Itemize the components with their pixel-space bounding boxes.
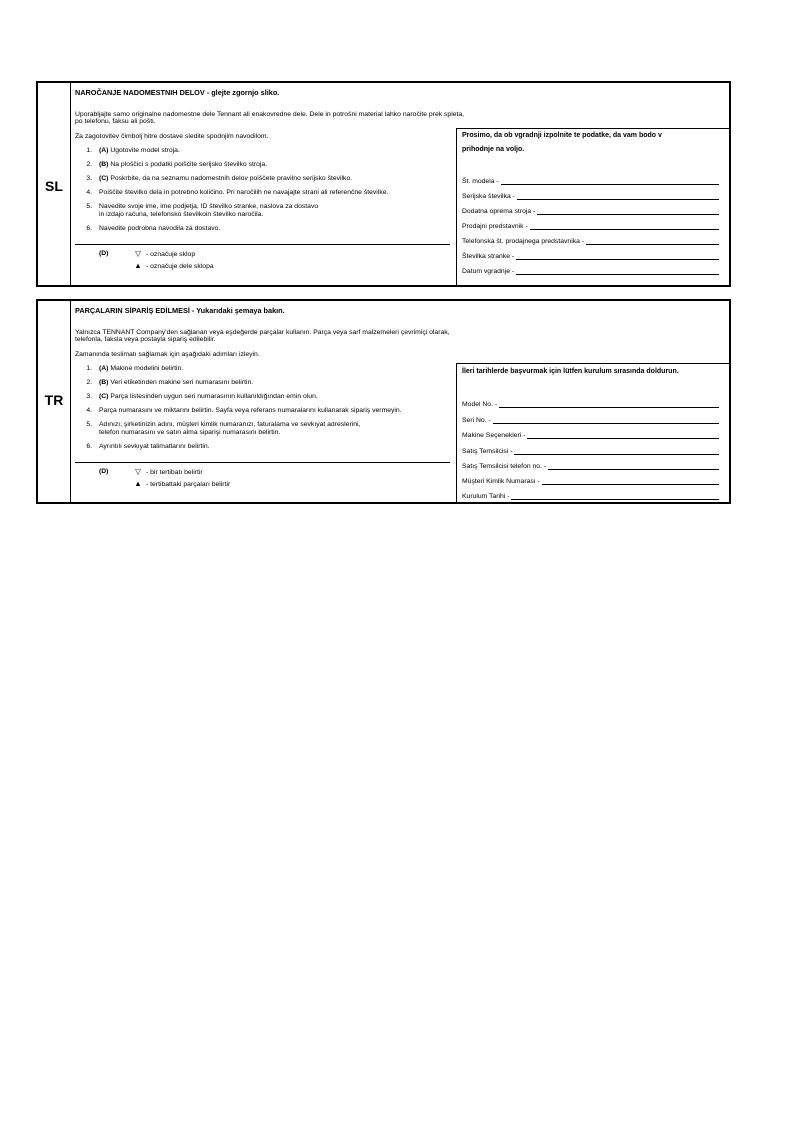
step-code: (A) <box>99 147 109 154</box>
section-title: NAROČANJE NADOMESTNIH DELOV - glejte zgornjo sliko. <box>75 88 280 97</box>
step-text: Poiščite številko dela in potrebno količino. Pri naročilih ne navajajte strani ali referenčne številke. <box>99 189 389 196</box>
step-2 <box>99 379 253 387</box>
step-6 <box>99 225 220 233</box>
form-title-2: prihodnje na voljo. <box>462 146 525 153</box>
divider <box>75 244 450 245</box>
installation-date-field[interactable] <box>462 492 719 501</box>
step-number: 5. <box>86 421 92 428</box>
step-code: (B) <box>99 379 109 386</box>
field-label: Serijska številka - <box>462 193 515 200</box>
form-title-1: İleri tarihlerde başvurmak için lütfen kurulum sırasında doldurun. <box>462 368 679 375</box>
step-text: Poskrbite, da na seznamu nadomestnih delov poiščete pravilno serijsko številko. <box>108 175 353 182</box>
sales-rep-phone-field[interactable] <box>462 237 719 246</box>
installation-form <box>456 363 729 502</box>
instructions: Zamanında teslimatı sağlamak için aşağıdaki adımları izleyin. <box>75 351 260 358</box>
step-text: Ugotovite model stroja. <box>108 147 180 154</box>
part-triangle-icon: ▲ <box>134 261 142 270</box>
section-title: PARÇALARIN SİPARİŞ EDİLMESİ - Yukarıdaki şemaya bakın. <box>75 306 285 315</box>
assembly-triangle-icon: ▽ <box>135 249 141 258</box>
legend-code: (D) <box>99 468 109 475</box>
part-triangle-icon: ▲ <box>134 479 142 488</box>
step-4 <box>99 189 388 197</box>
lang-code: TR <box>44 392 64 408</box>
step-number: 3. <box>86 393 92 400</box>
step-code: (C) <box>99 175 109 182</box>
step-code: (C) <box>99 393 109 400</box>
step-number: 5. <box>86 203 92 210</box>
sales-rep-field[interactable] <box>462 222 719 231</box>
step-text: Veri etiketinden makine seri numarasını belirtin. <box>108 379 254 386</box>
step-code: (B) <box>99 161 109 168</box>
field-label: Datum vgradnje - <box>462 268 515 275</box>
step-number: 1. <box>86 365 92 372</box>
intro-line-2: telefonla, faksla veya postayla sipariş edilebilir. <box>75 336 216 343</box>
model-number-field[interactable] <box>462 400 719 409</box>
field-line[interactable] <box>516 267 719 275</box>
step-code: (A) <box>99 365 109 372</box>
step-text: Navedite svoje ime, ime podjetja, ID številko stranke, naslova za dostavo <box>99 203 319 210</box>
step-text: Na ploščici s podatki poiščite serijsko številko stroja. <box>108 161 268 168</box>
serial-number-field[interactable] <box>462 416 719 425</box>
sales-rep-field[interactable] <box>462 447 719 456</box>
machine-options-field[interactable] <box>462 431 719 440</box>
field-line[interactable] <box>548 462 719 470</box>
step-text: Makine modelini belirtin. <box>108 365 184 372</box>
step-number: 4. <box>86 189 92 196</box>
step-text: Navedite podrobna navodila za dostavo. <box>99 225 221 232</box>
form-title-1: Prosimo, da ob vgradnji izpolnite te podatke, da vam bodo v <box>462 132 662 139</box>
step-4 <box>99 407 402 415</box>
step-5-cont: in izdajo računa, telefonsko številkoin številko naročila. <box>99 211 264 218</box>
lang-column <box>38 83 71 285</box>
field-line[interactable] <box>499 400 719 408</box>
field-line[interactable] <box>493 416 719 424</box>
step-number: 4. <box>86 407 92 414</box>
legend-text-1: - bir tertibatı belirtir <box>146 469 203 476</box>
field-label: Številka stranke - <box>462 253 515 260</box>
field-label: Kurulum Tarihi - <box>462 493 510 500</box>
field-line[interactable] <box>527 431 719 439</box>
step-3 <box>99 393 318 401</box>
instructions: Za zagotovitev čimbolj hitre dostave sledite spodnjim navodilom. <box>75 133 269 140</box>
section-tr <box>36 299 731 504</box>
legend-text-1: - označuje sklop <box>146 251 196 258</box>
customer-number-field[interactable] <box>462 252 719 261</box>
field-line[interactable] <box>501 177 719 185</box>
step-number: 2. <box>86 161 92 168</box>
machine-options-field[interactable] <box>462 207 719 216</box>
model-number-field[interactable] <box>462 177 719 186</box>
intro-line-2: po telefonu, faksu ali pošti. <box>75 118 156 125</box>
step-1 <box>99 147 180 155</box>
installation-date-field[interactable] <box>462 267 719 276</box>
intro-line-1: Uporabljajte samo originalne nadomestne dele Tennant ali enakovredne dele. Dele in potrošni material lahko naročite prek spleta, <box>75 111 465 118</box>
intro-line-1: Yalnızca TENNANT Company'den sağlanan veya eşdeğerde parçalar kullanın. Parça veya sarf malzemeleri çevrimiçi olarak, <box>75 329 450 336</box>
field-label: Prodajni predstavnik - <box>462 223 528 230</box>
step-number: 2. <box>86 379 92 386</box>
field-label: Št. modela - <box>462 178 499 185</box>
sales-rep-phone-field[interactable] <box>462 462 719 471</box>
field-line[interactable] <box>542 477 719 485</box>
field-label: Müşteri Kimlik Numarası - <box>462 478 540 485</box>
legend-text-2: - tertibattaki parçaları belirtir <box>146 481 231 488</box>
step-number: 3. <box>86 175 92 182</box>
field-line[interactable] <box>516 252 719 260</box>
step-2 <box>99 161 267 169</box>
step-text: Parça listesinden uygun seri numarasının kullanıldığından emin olun. <box>108 393 318 400</box>
field-label: Satış Temsilcisi telefon no. - <box>462 463 547 470</box>
field-line[interactable] <box>537 207 719 215</box>
field-label: Dodatna oprema stroja - <box>462 208 536 215</box>
serial-number-field[interactable] <box>462 192 719 201</box>
assembly-triangle-icon: ▽ <box>135 467 141 476</box>
lang-code: SL <box>45 178 63 194</box>
legend-text-2: - označuje dele sklopa <box>146 263 214 270</box>
lang-column <box>38 301 71 502</box>
step-1 <box>99 365 183 373</box>
field-label: Satış Temsilcisi - <box>462 448 513 455</box>
customer-id-field[interactable] <box>462 477 719 486</box>
step-5-cont: telefon numarasını ve satın alma siparişi numarasını belirtin. <box>99 429 281 436</box>
step-text: Parça numarasını ve miktarını belirtin. Sayfa veya referans numaralarını kullanarak sipariş vermeyin. <box>99 407 402 414</box>
field-line[interactable] <box>530 222 719 230</box>
step-5 <box>99 203 318 211</box>
step-number: 1. <box>86 147 92 154</box>
step-6 <box>99 443 210 451</box>
step-text: Adınızı, şirketinizin adını, müşteri kimlik numaranızı, faturalama ve sevkıyat adreslerini, <box>99 421 361 428</box>
field-label: Model No. - <box>462 401 498 408</box>
step-5 <box>99 421 360 429</box>
field-label: Makine Seçenekleri - <box>462 432 526 439</box>
step-text: Ayrıntılı sevkıyat talimatlarını belirtin. <box>99 443 210 450</box>
legend-code: (D) <box>99 250 109 257</box>
field-label: Seri No. - <box>462 417 491 424</box>
field-line[interactable] <box>511 492 719 500</box>
field-label: Telefonska št. prodajnega predstavnika - <box>462 238 585 245</box>
step-3 <box>99 175 352 183</box>
installation-form <box>456 128 729 285</box>
divider <box>75 462 450 463</box>
step-number: 6. <box>86 225 92 232</box>
field-line[interactable] <box>586 237 719 245</box>
section-sl <box>36 81 731 287</box>
field-line[interactable] <box>514 447 719 455</box>
step-number: 6. <box>86 443 92 450</box>
field-line[interactable] <box>517 192 719 200</box>
